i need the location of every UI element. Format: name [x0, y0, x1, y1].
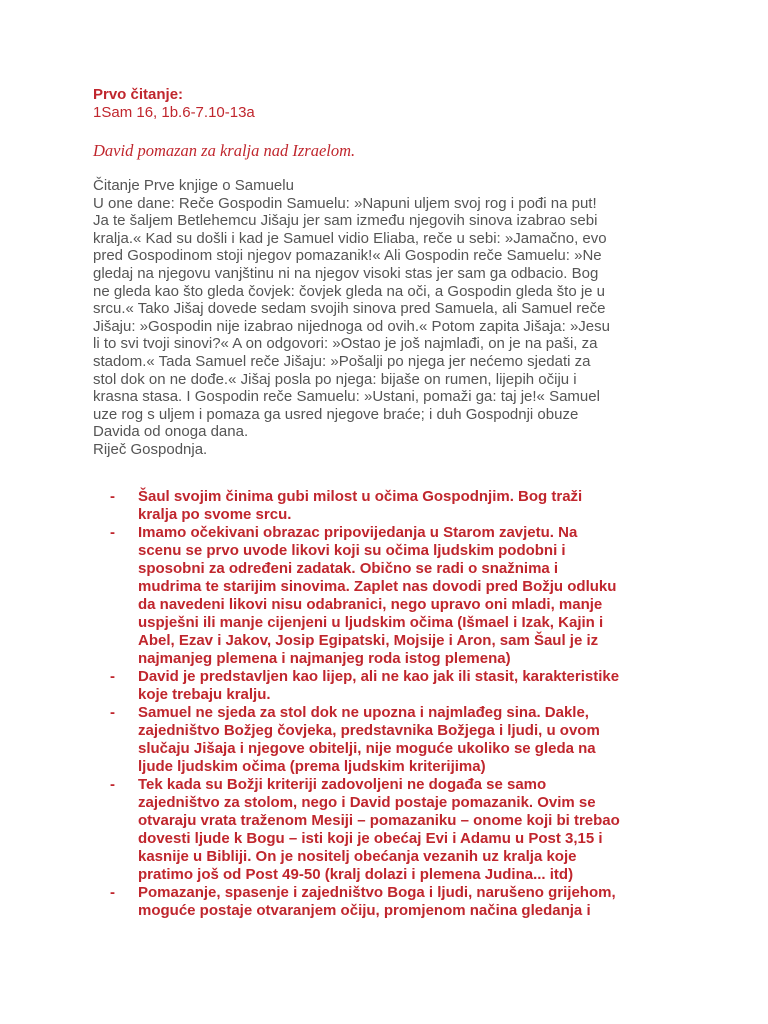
commentary-line: Imamo očekivani obrazac pripovijedanja u Starom zavjetu. Na: [138, 524, 578, 541]
commentary-item: [110, 704, 690, 776]
commentary-line: najmanjeg plemena i najmanjeg roda istog plemena): [138, 650, 511, 667]
reading-line: stol dok on ne dođe.« Jišaj posla po njega: bijaše on rumen, lijepih očiju i: [93, 370, 577, 388]
commentary-line: Samuel ne sjeda za stol dok ne upozna i najmlađeg sina. Dakle,: [138, 704, 589, 721]
reading-line: Ja te šaljem Betlehemcu Jišaju jer sam između njegovih sinova izabrao sebi: [93, 212, 598, 230]
bullet-dash: -: [110, 776, 115, 793]
reading-line: pred Gospodinom stoji njegov pomazanik!« Ali Gospodin reče Samuelu: »Ne: [93, 247, 602, 265]
reading-line: stadom.« Tada Samuel reče Jišaju: »Pošalji po njega jer nećemo sjedati za: [93, 352, 591, 370]
commentary-line: David je predstavljen kao lijep, ali ne kao jak ili stasit, karakteristike: [138, 668, 620, 685]
commentary-item: [110, 668, 690, 704]
reading-line: Čitanje Prve knjige o Samuelu: [93, 177, 294, 194]
reading-line: ne gleda kao što gleda čovjek: čovjek gleda na oči, a Gospodin gleda što je u: [93, 282, 606, 300]
reading-text: [93, 177, 693, 459]
reading-line: li to svi tvoji sinovi?« A on odgovori: »Ostao je još najmlađi, on je na paši, za: [93, 335, 598, 353]
commentary-line: mudrima te starijim sinovima. Zaplet nas dovodi pred Božju odluku: [138, 578, 617, 595]
commentary-line: slučaju Jišaja i njegove obitelji, nije moguće ukoliko se gleda na: [138, 740, 596, 757]
commentary-line: sposobni za određeni zadatak. Obično se radi o snažnima i: [138, 560, 559, 577]
reading-line: Jišaju: »Gospodin nije izabrao nijednoga od ovih.« Potom zapita Jišaja: »Jesu: [93, 317, 610, 335]
reading-line: U one dane: Reče Gospodin Samuelu: »Napuni uljem svoj rog i pođi na put!: [93, 194, 597, 212]
bullet-dash: -: [110, 488, 115, 505]
commentary-line: Šaul svojim činima gubi milost u očima Gospodnjim. Bog traži: [138, 488, 583, 505]
reading-line: gledaj na njegovu vanjštinu ni na njegov visoki stas jer sam ga odbacio. Bog: [93, 264, 599, 282]
commentary-line: otvaraju vrata traženom Mesiji – pomazaniku – onome koji bi trebao: [138, 812, 620, 829]
bullet-dash: -: [110, 884, 115, 901]
scripture-reference: 1Sam 16, 1b.6-7.10-13a: [93, 104, 255, 121]
commentary-item: [110, 488, 690, 524]
bullet-dash: -: [110, 524, 115, 541]
commentary-item: [110, 524, 690, 668]
reading-line: kralja.« Kad su došli i kad je Samuel vidio Eliaba, reče u sebi: »Jamačno, evo: [93, 229, 607, 247]
commentary-line: ljude ljudskim očima (prema ljudskim kriterijima): [138, 758, 486, 775]
commentary-line: da navedeni likovi nisu odabranici, nego upravo oni mladi, manje: [138, 596, 603, 613]
commentary-line: uspješni ili manje cijenjeni u ljudskim očima (Išmael i Izak, Kajin i: [138, 614, 604, 631]
commentary-item: [110, 776, 690, 884]
commentary-line: zajedništvo za stolom, nego i David postaje pomazanik. Ovim se: [138, 794, 596, 811]
commentary-line: koje trebaju kralju.: [138, 686, 271, 703]
commentary-line: Tek kada su Božji kriteriji zadovoljeni ne događa se samo: [138, 776, 547, 793]
reading-line: srcu.« Tako Jišaj dovede sedam svojih sinova pred Samuela, ali Samuel reče: [93, 300, 606, 318]
reading-closing-line: Riječ Gospodnja.: [93, 440, 208, 458]
commentary-line: Pomazanje, spasenje i zajedništvo Boga i ljudi, narušeno grijehom,: [138, 884, 616, 901]
commentary-line: kasnije u Bibliji. On je nositelj obećanja vezanih uz kralja koje: [138, 848, 577, 865]
commentary-item: [110, 884, 690, 920]
commentary-line: dovesti ljude k Bogu – isti koji je obećaj Evi i Adamu u Post 3,15 i: [138, 830, 603, 847]
commentary-line: scenu se prvo uvode likovi koji su očima ljudskim podobni i: [138, 542, 566, 559]
reading-line: Davida od onoga dana.: [93, 423, 249, 441]
commentary-line: kralja po svome srcu.: [138, 506, 292, 523]
reading-line: uze rog s uljem i pomaza ga usred njegove braće; i duh Gospodnji obuze: [93, 405, 579, 423]
commentary-line: zajedništvo Božjeg čovjeka, predstavnika Božjega i ljudi, u ovom: [138, 722, 600, 739]
commentary-line: pratimo još od Post 49-50 (kralj dolazi i plemena Judina... itd): [138, 866, 574, 883]
commentary-list: [110, 488, 690, 920]
commentary-line: Abel, Ezav i Jakov, Josip Egipatski, Mojsije i Aron, sam Šaul je iz: [138, 632, 599, 649]
bullet-dash: -: [110, 704, 115, 721]
reading-heading-label: Prvo čitanje:: [93, 86, 184, 103]
commentary-line: moguće postaje otvaranjem očiju, promjenom načina gledanja i: [138, 902, 591, 919]
bullet-dash: -: [110, 668, 115, 685]
reading-title: David pomazan za kralja nad Izraelom.: [93, 141, 356, 160]
reading-line: krasna stasa. I Gospodin reče Samuelu: »Ustani, pomaži ga: taj je!« Samuel: [93, 388, 600, 406]
